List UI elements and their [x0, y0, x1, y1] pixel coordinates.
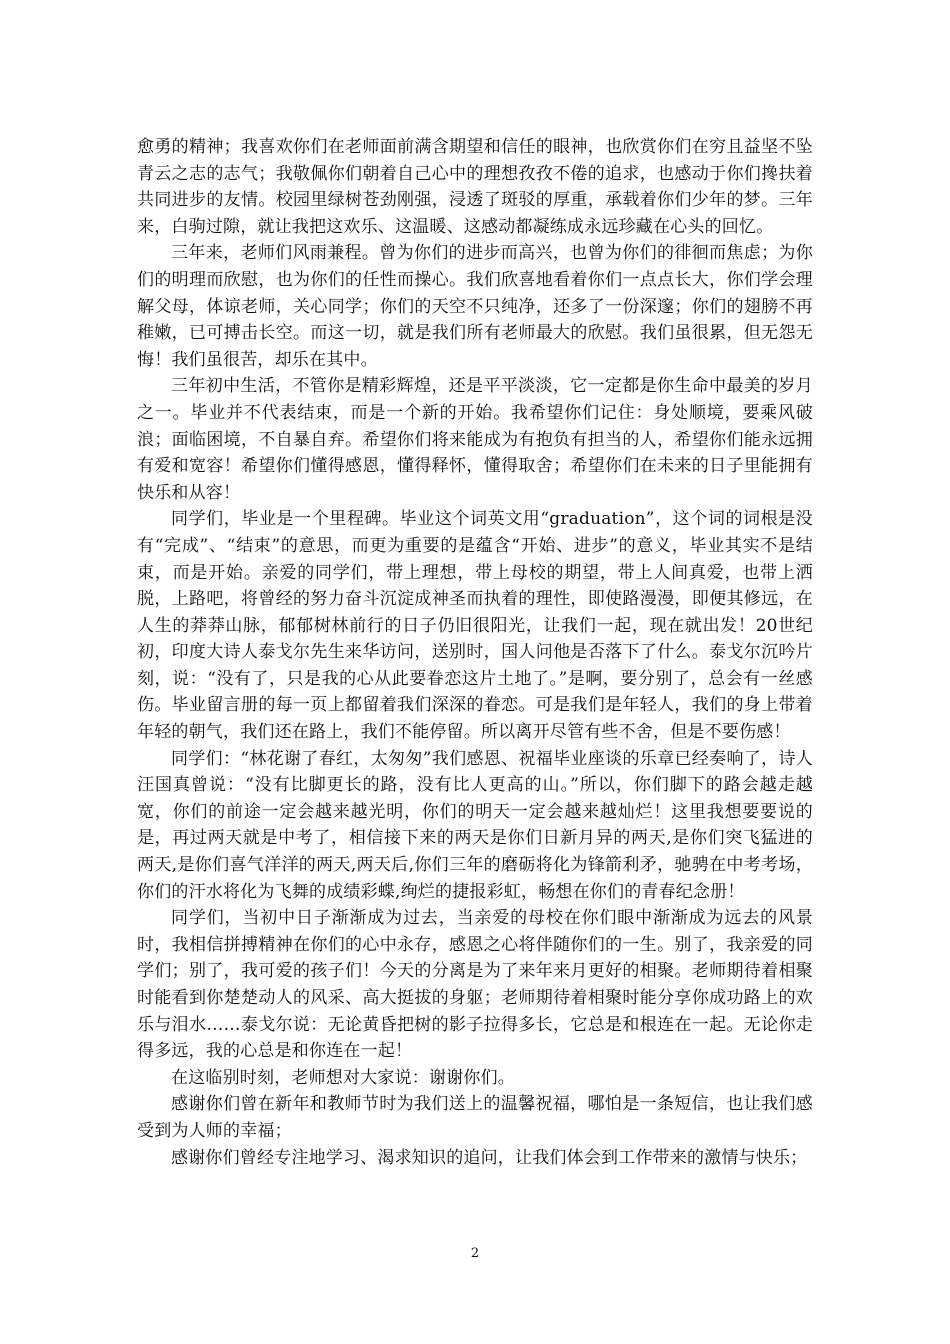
paragraph-6: 同学们，当初中日子渐渐成为过去，当亲爱的母校在你们眼中渐渐成为远去的风景时，我相信拼搏精神在你们的心中永存，感恩之心将伴随你们的一生。别了，我亲爱的同学们；别了，我可爱的孩子们！今天的分离是为了来年来月更好的相聚。老师期待着相聚时能看到你楚楚动人的风采、高大挺拔的身躯；老师期待着相聚时能分享你成功路上的欢乐与泪水……泰戈尔说：无论黄昏把树的影子拉得多长，它总是和根连在一起。无论你走得多远，我的心总是和你连在一起！	[137, 908, 813, 1062]
paragraph-4: 同学们，毕业是一个里程碑。毕业这个词英文用“graduation”，这个词的词根是没有“完成”、“结束”的意思，而更为重要的是蕴含“开始、进步”的意义，毕业其实不是结束，而是开始。亲爱的同学们，带上理想，带上母校的期望，带上人间真爱，也带上洒脱，上路吧，将曾经的努力奋斗沉淀成神圣而执着的理性，即使路漫漫，即便其修远，在人生的莽莽山脉，郁郁树林前行的日子仍旧很阳光，让我们一起，现在就出发！20世纪初，印度大诗人泰戈尔先生来华访问，送别时，国人问他是否落下了什么。泰戈尔沉吟片刻，说：“没有了，只是我的心从此要眷恋这片土地了。”是啊，要分别了，总会有一丝感伤。毕业留言册的每一页上都留着我们深深的眷恋。可是我们是年轻人，我们的身上带着年轻的朝气，我们还在路上，我们不能停留。所以离开尽管有些不舍，但是不要伤感！	[137, 509, 813, 743]
paragraph-2: 三年来，老师们风雨兼程。曾为你们的进步而高兴，也曾为你们的徘徊而焦虑；为你们的明理而欣慰，也为你们的任性而操心。我们欣喜地看着你们一点点长大，你们学会理解父母，体谅老师，关心同学；你们的天空不只纯净，还多了一份深邃；你们的翅膀不再稚嫩，已可搏击长空。而这一切，就是我们所有老师最大的欣慰。我们虽很累，但无怨无悔！我们虽很苦，却乐在其中。	[137, 243, 813, 370]
paragraph-7: 在这临别时刻，老师想对大家说：谢谢你们。	[171, 1067, 515, 1088]
paragraph-8: 感谢你们曾在新年和教师节时为我们送上的温馨祝福，哪怕是一条短信，也让我们感受到为人师的幸福；	[137, 1094, 813, 1141]
paragraph-5: 同学们：“林花谢了春红，太匆匆”我们感恩、祝福毕业座谈的乐章已经奏响了，诗人汪国真曾说：“没有比脚更长的路，没有比人更高的山。”所以，你们脚下的路会越走越宽，你们的前途一定会越来越光明，你们的明天一定会越来越灿烂！这里我想要要说的是，再过两天就是中考了，相信接下来的两天是你们日新月异的两天,是你们突飞猛进的两天,是你们喜气洋洋的两天,两天后,你们三年的磨砺将化为锋箭利矛，驰骋在中考考场，你们的汗水将化为飞舞的成绩彩蝶,绚烂的捷报彩虹，畅想在你们的青春纪念册！	[137, 748, 813, 902]
document-body	[137, 134, 813, 1171]
paragraph-3: 三年初中生活，不管你是精彩辉煌，还是平平淡淡，它一定都是你生命中最美的岁月之一。毕业并不代表结束，而是一个新的开始。我希望你们记住：身处顺境，要乘风破浪；面临困境，不自暴自弃。希望你们将来能成为有抱负有担当的人，希望你们能永远拥有爱和宽容！希望你们懂得感恩，懂得释怀，懂得取舍；希望你们在未来的日子里能拥有快乐和从容！	[137, 376, 813, 503]
paragraph-9: 感谢你们曾经专注地学习、渴求知识的追问，让我们体会到工作带来的激情与快乐；	[171, 1147, 808, 1168]
paragraph-1: 愈勇的精神；我喜欢你们在老师面前满含期望和信任的眼神，也欣赏你们在穷且益坚不坠青云之志的志气；我敬佩你们朝着自己心中的理想孜孜不倦的追求，也感动于你们搀扶着共同进步的友情。校园里绿树苍劲刚强，浸透了斑驳的厚重，承载着你们少年的梦。三年来，白驹过隙，就让我把这欢乐、这温暖、这感动都凝练成永远珍藏在心头的回忆。	[137, 137, 813, 237]
page-number: 2	[470, 1246, 480, 1261]
